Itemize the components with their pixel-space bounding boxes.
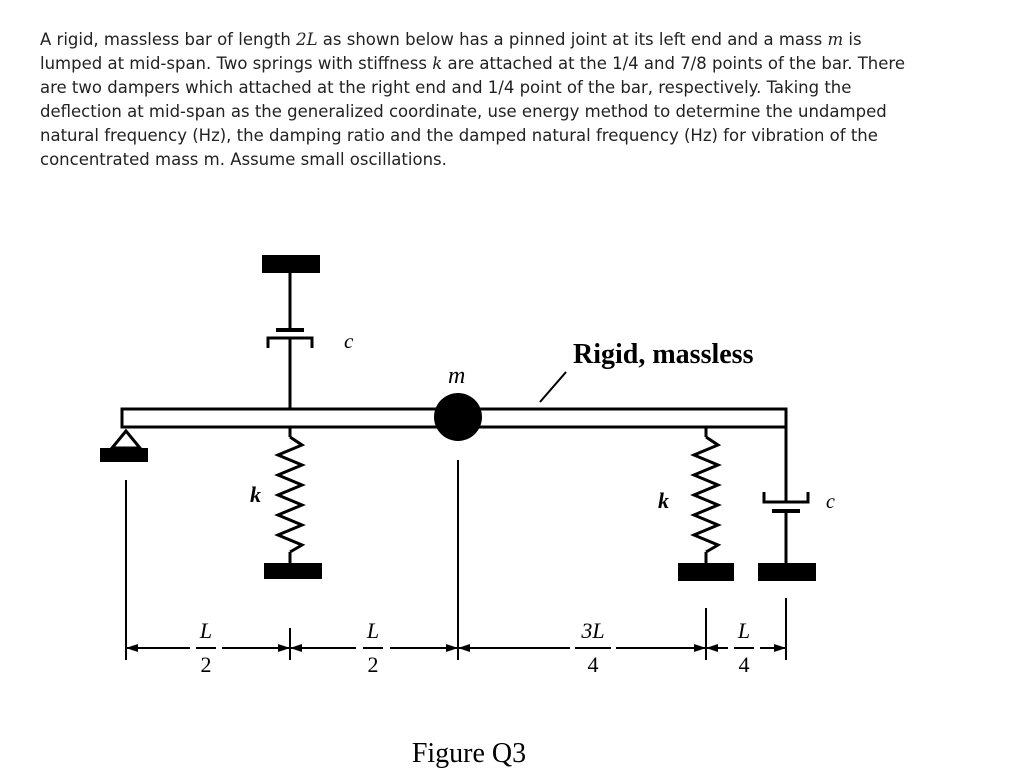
- svg-text:2: 2: [367, 652, 379, 677]
- dimension-label-4: [734, 618, 754, 677]
- pin-support: [100, 431, 148, 462]
- svg-text:L: L: [199, 618, 213, 643]
- dimension-label-2: [363, 618, 383, 677]
- figure-caption: Figure Q3: [411, 738, 527, 769]
- mass-label: m: [448, 363, 466, 389]
- left-damper: [262, 255, 320, 409]
- bar-label-leader: [540, 372, 566, 402]
- left-spring-label: k: [250, 482, 261, 507]
- svg-text:3L: 3L: [581, 618, 605, 643]
- svg-text:4: 4: [738, 652, 750, 677]
- right-spring: [678, 427, 734, 581]
- question-text-part-3: is lumped at mid-span. Two springs with stiffness: [40, 30, 862, 73]
- question-text-part-4: are attached at the 1/4 and 7/8 points of the bar. There are two dampers which attached at the right end and 1/4 point of the bar, respectively. Taking the deflection at mid-span as the generalized coordinate, use energy method to determine the undamped natural frequency (Hz), the damping ratio and the damped natural frequency (Hz) for vibration of the concentrated mass m. Assume small oscillations.: [40, 54, 905, 169]
- question-text-part-2: as shown below has a pinned joint at its left end and a mass: [317, 30, 828, 49]
- svg-text:L: L: [737, 618, 751, 643]
- question-text-part-1: A rigid, massless bar of length: [40, 30, 297, 49]
- bar-label: Rigid, massless: [573, 339, 754, 370]
- right-damper-label: c: [826, 491, 835, 513]
- left-spring: [264, 427, 322, 579]
- lumped-mass: [434, 393, 482, 441]
- svg-text:2: 2: [200, 652, 212, 677]
- svg-text:4: 4: [587, 652, 599, 677]
- mass-symbol: m: [827, 30, 844, 49]
- stiffness-symbol: k: [432, 54, 443, 73]
- dimension-label-1: [196, 618, 216, 677]
- dimension-extension-lines: [126, 460, 786, 660]
- length-symbol: 2L: [296, 30, 318, 49]
- dimension-label-3: [575, 618, 611, 677]
- left-damper-label: c: [344, 329, 354, 353]
- right-damper: [758, 427, 816, 581]
- svg-text:L: L: [366, 618, 380, 643]
- right-spring-label: k: [658, 488, 669, 513]
